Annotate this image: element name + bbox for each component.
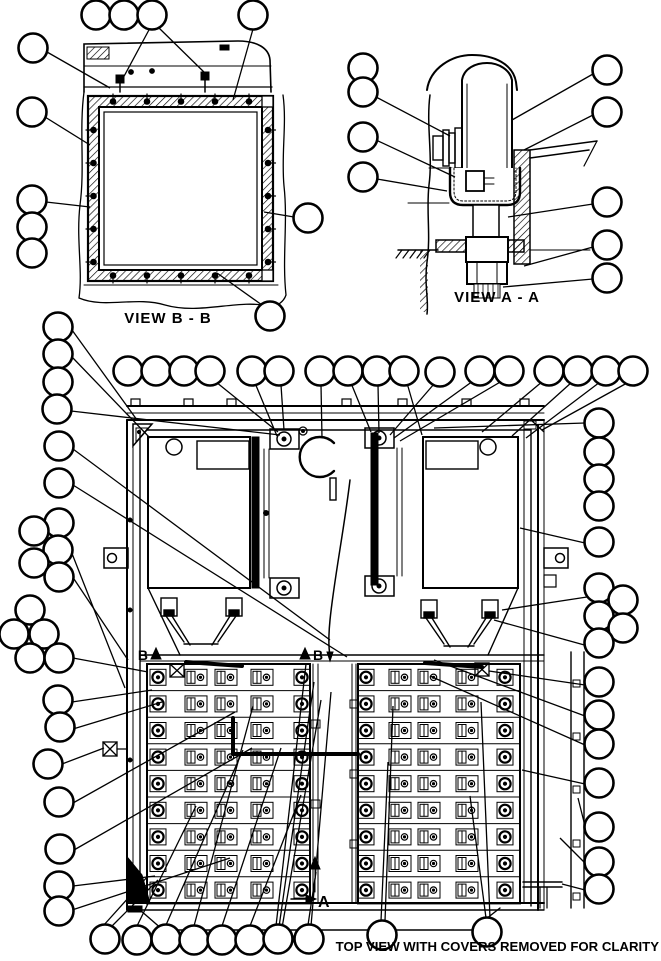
mount-cap: [427, 55, 517, 90]
leader-line: [62, 748, 104, 764]
terminal-dot: [364, 729, 367, 732]
cell-vent-dot: [470, 783, 472, 785]
cell-vent-dot: [199, 889, 201, 891]
cell-vent-dot: [229, 676, 231, 678]
cell-vent-dot: [199, 703, 201, 705]
callout-balloon: [142, 357, 171, 386]
leader-line: [512, 74, 593, 120]
callout-balloon: [585, 465, 614, 494]
isolator-cup: [450, 168, 520, 205]
cell-vent-dot: [403, 889, 405, 891]
callout-balloon: [114, 357, 143, 386]
top-view-drawing: [103, 399, 584, 930]
callout-balloon: [334, 357, 363, 386]
frame-bolt: [110, 273, 116, 279]
cell-vent-dot: [229, 862, 231, 864]
terminal-dot: [503, 702, 506, 705]
callout-balloon: [619, 357, 648, 386]
callout-balloon: [43, 395, 72, 424]
cell-vent-dot: [229, 756, 231, 758]
callout-balloon: [256, 302, 285, 331]
cell-vent-dot: [470, 836, 472, 838]
leader-line: [524, 115, 593, 150]
frame-bolt: [265, 127, 271, 133]
battery-bank: [358, 664, 520, 903]
cell-vent-dot: [470, 729, 472, 731]
terminal-dot: [503, 756, 506, 759]
callout-balloon: [138, 1, 167, 30]
cell-vent-dot: [432, 756, 434, 758]
battery-label: [426, 441, 478, 469]
cell-vent-dot: [229, 889, 231, 891]
terminal-dot: [300, 889, 303, 892]
callout-balloon: [390, 357, 419, 386]
terminal-dot: [364, 702, 367, 705]
callout-balloon: [196, 357, 225, 386]
cell-vent-dot: [265, 889, 267, 891]
leader-line: [73, 449, 330, 640]
cell-vent-dot: [199, 783, 201, 785]
terminal-dot: [503, 835, 506, 838]
terminal-dot: [364, 862, 367, 865]
inner-nut: [466, 171, 484, 191]
cell-vent-dot: [403, 836, 405, 838]
box-left-wall: [103, 420, 150, 912]
frame-bolt: [91, 226, 97, 232]
cell-vent-dot: [432, 889, 434, 891]
holddown-strap-right: [365, 428, 402, 596]
callout-balloon: [585, 492, 614, 521]
callout-balloon: [585, 668, 614, 697]
callout-balloon: [295, 925, 324, 954]
callout-balloon: [45, 644, 74, 673]
callout-balloon: [45, 788, 74, 817]
cell-vent-dot: [403, 703, 405, 705]
terminal-dot: [156, 729, 159, 732]
battery-label: [197, 441, 249, 469]
terminal-dot: [364, 782, 367, 785]
cell-vent-dot: [403, 756, 405, 758]
leader-line: [282, 700, 321, 928]
callout-balloon: [152, 925, 181, 954]
terminal-dot: [156, 809, 159, 812]
callout-balloon: [426, 358, 455, 387]
vent-hose: [299, 427, 350, 661]
cell-vent-dot: [470, 756, 472, 758]
angle-bracket: [514, 141, 597, 264]
callout-balloon: [585, 769, 614, 798]
terminal-dot: [156, 862, 159, 865]
cell-vent-dot: [470, 676, 472, 678]
leader-line: [378, 385, 379, 433]
cell-vent-dot: [265, 862, 267, 864]
terminal-dot: [364, 756, 367, 759]
terminal-dot: [503, 862, 506, 865]
callout-balloon: [239, 1, 268, 30]
view-b-b-label: VIEW B - B: [124, 310, 212, 327]
callout-balloon: [349, 123, 378, 152]
callout-balloon: [19, 34, 48, 63]
callout-balloon: [180, 926, 209, 955]
leader-line: [520, 528, 585, 543]
callout-balloon: [45, 897, 74, 926]
battery-right: [423, 437, 518, 588]
leader-line: [72, 576, 128, 660]
cell-vent-dot: [229, 703, 231, 705]
vent-cap: [166, 439, 182, 455]
caption: TOP VIEW WITH COVERS REMOVED FOR CLARITY: [335, 939, 659, 954]
callout-balloon: [236, 926, 265, 955]
section-a-bottom-label: A: [318, 894, 330, 911]
callout-balloon: [585, 730, 614, 759]
callout-balloon: [18, 98, 47, 127]
leader-line: [73, 658, 148, 672]
callout-balloon: [44, 368, 73, 397]
callout-balloon: [170, 357, 199, 386]
leader-line: [45, 117, 90, 145]
frame-bolt: [144, 273, 150, 279]
cell-vent-dot: [229, 729, 231, 731]
frame-bolt: [110, 99, 116, 105]
callout-balloon: [306, 357, 335, 386]
callout-balloon: [123, 926, 152, 955]
cell-vent-dot: [265, 676, 267, 678]
terminal-dot: [503, 676, 506, 679]
cell-vent-dot: [470, 703, 472, 705]
callout-balloon: [585, 701, 614, 730]
leader-line: [503, 279, 593, 287]
leader-line: [381, 762, 388, 921]
cell-vent-dot: [199, 809, 201, 811]
callout-balloon: [585, 409, 614, 438]
callout-balloon: [593, 264, 622, 293]
terminal-dot: [300, 676, 303, 679]
callout-balloon: [91, 925, 120, 954]
callout-balloon: [349, 163, 378, 192]
leader-line: [46, 202, 90, 207]
leader-line: [158, 27, 208, 76]
cover-top-band: [84, 41, 272, 92]
terminal-dot: [503, 809, 506, 812]
terminal-dot: [156, 676, 159, 679]
cell-vent-dot: [432, 836, 434, 838]
cell-vent-dot: [432, 729, 434, 731]
callout-balloon: [349, 78, 378, 107]
cell-vent-dot: [403, 862, 405, 864]
floor-line: [396, 250, 438, 258]
section-b-left-label: B: [137, 647, 148, 663]
callout-balloon: [45, 432, 74, 461]
terminal-dot: [300, 729, 303, 732]
frame-bolt: [178, 273, 184, 279]
cell-vent-dot: [470, 862, 472, 864]
callout-balloon: [264, 925, 293, 954]
view-a-a-drawing: [396, 55, 597, 314]
leader-line: [390, 384, 434, 435]
callout-balloon: [593, 98, 622, 127]
cell-vent-dot: [403, 783, 405, 785]
callout-balloon: [585, 528, 614, 557]
callout-balloon: [110, 1, 139, 30]
section-b-right-label: B: [313, 647, 324, 663]
battery-left: [148, 437, 250, 588]
frame-bolt: [91, 127, 97, 133]
frame-bolt: [212, 99, 218, 105]
leader-line: [311, 692, 331, 926]
callout-balloon: [294, 204, 323, 233]
terminal-dot: [300, 862, 303, 865]
leader-line: [562, 884, 585, 890]
box-top-rail: [127, 399, 544, 446]
terminal-dot: [156, 889, 159, 892]
callout-balloon: [585, 848, 614, 877]
terminal-dot: [503, 889, 506, 892]
frame-bolt: [246, 273, 252, 279]
frame-bolt: [178, 99, 184, 105]
leader-line: [71, 411, 280, 435]
terminal-dot: [364, 889, 367, 892]
cell-vent-dot: [265, 703, 267, 705]
leader-line: [377, 179, 447, 191]
callout-balloon: [18, 213, 47, 242]
callout-balloon: [363, 357, 392, 386]
cell-vent-dot: [199, 676, 201, 678]
frame-bolt: [91, 259, 97, 265]
cell-vent-dot: [265, 756, 267, 758]
callout-balloon: [592, 357, 621, 386]
callout-balloon: [564, 357, 593, 386]
leader-line: [73, 485, 347, 657]
vent-grille: [87, 47, 109, 59]
terminal-dot: [300, 835, 303, 838]
frame-bolt: [246, 99, 252, 105]
frame-bolt: [91, 160, 97, 166]
cell-vent-dot: [470, 889, 472, 891]
callout-balloon: [238, 357, 267, 386]
callout-balloon: [535, 357, 564, 386]
callout-balloon: [45, 563, 74, 592]
leader-line: [351, 383, 371, 432]
ground-strap-box: [103, 742, 127, 756]
callout-balloon: [44, 340, 73, 369]
cell-vent-dot: [229, 809, 231, 811]
callout-balloon: [593, 231, 622, 260]
callout-balloon: [593, 56, 622, 85]
leader-line: [281, 385, 284, 430]
terminal-dot: [364, 676, 367, 679]
callout-balloon: [585, 875, 614, 904]
section-b-markers: [151, 648, 310, 659]
leader-line: [122, 28, 150, 80]
callout-balloon: [44, 313, 73, 342]
bank-frame: [358, 664, 520, 903]
cell-vent-dot: [432, 809, 434, 811]
view-a-a-label: VIEW A - A: [454, 289, 540, 306]
view-b-b-drawing: [79, 41, 286, 308]
callout-balloon: [593, 188, 622, 217]
callout-balloon: [82, 1, 111, 30]
frame-bolt: [144, 99, 150, 105]
callout-balloon: [46, 835, 75, 864]
frame-bolt: [91, 193, 97, 199]
leader-line: [73, 702, 162, 729]
cell-vent-dot: [403, 809, 405, 811]
cell-vent-dot: [199, 862, 201, 864]
callout-balloon: [18, 239, 47, 268]
cell-vent-dot: [432, 862, 434, 864]
terminal-dot: [503, 782, 506, 785]
callout-balloon: [585, 438, 614, 467]
leader-line: [276, 664, 306, 926]
leader-line: [494, 620, 588, 646]
cell-vent-dot: [265, 836, 267, 838]
leader-line: [434, 423, 585, 428]
frame-bolt: [265, 160, 271, 166]
callout-balloon: [585, 629, 614, 658]
panel-hatch: [420, 250, 428, 312]
terminal-dot: [300, 782, 303, 785]
cover-seal-frame: [84, 96, 278, 285]
cell-vent-dot: [403, 676, 405, 678]
frame-bolt: [265, 226, 271, 232]
callout-balloon: [265, 357, 294, 386]
terminal-dot: [364, 835, 367, 838]
cell-vent-dot: [199, 836, 201, 838]
callout-balloon: [16, 644, 45, 673]
callout-balloon: [45, 469, 74, 498]
leader-line: [233, 29, 253, 100]
box-right-wall: [523, 420, 584, 910]
cell-vent-dot: [265, 729, 267, 731]
vent-cap: [480, 439, 496, 455]
terminal-dot: [156, 835, 159, 838]
leader-line: [376, 97, 450, 136]
cell-vent-dot: [432, 703, 434, 705]
cell-vent-dot: [229, 783, 231, 785]
callout-balloon: [208, 926, 237, 955]
cell-vent-dot: [229, 836, 231, 838]
leader-line: [255, 383, 277, 436]
callout-balloon: [20, 517, 49, 546]
frame-bolt: [265, 193, 271, 199]
terminal-dot: [503, 729, 506, 732]
callout-balloon: [44, 686, 73, 715]
leader-line: [512, 382, 572, 436]
callout-balloon: [34, 750, 63, 779]
callout-balloon: [585, 813, 614, 842]
stud-and-nut: [466, 205, 508, 298]
callout-balloon: [466, 357, 495, 386]
terminal-dot: [364, 809, 367, 812]
cell-vent-dot: [199, 756, 201, 758]
cell-vent-dot: [265, 809, 267, 811]
callout-balloon: [18, 186, 47, 215]
cell-vent-dot: [432, 783, 434, 785]
holddown-strap-left: [252, 429, 299, 598]
callout-balloon: [46, 713, 75, 742]
callout-balloon: [495, 357, 524, 386]
terminal-dot: [156, 782, 159, 785]
frame-bolt: [265, 259, 271, 265]
cell-vent-dot: [403, 729, 405, 731]
cell-vent-dot: [265, 783, 267, 785]
leader-line: [71, 551, 125, 688]
